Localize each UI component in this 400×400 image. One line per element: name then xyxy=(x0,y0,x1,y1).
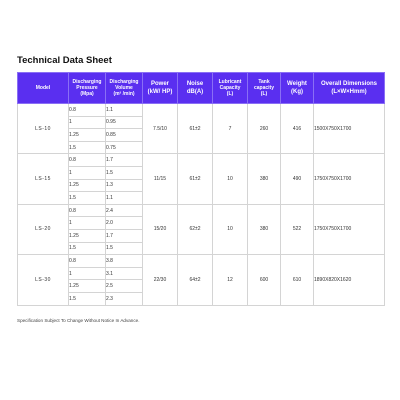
table-row xyxy=(18,204,385,217)
lubricant-cell: 10 xyxy=(213,154,248,204)
footer-note: Specification Subject To Change Without Notice In Advance. xyxy=(17,318,140,323)
header-pressure: Discharging Pressure (Mpa) xyxy=(69,73,106,104)
pressure-cell: 1 xyxy=(69,217,106,230)
pressure-cell: 0.8 xyxy=(69,104,106,117)
lubricant-cell: 12 xyxy=(213,255,248,305)
dimensions-cell: 1890X820X1620 xyxy=(314,255,385,305)
volume-cell: 0.95 xyxy=(106,116,143,129)
tank-cell: 380 xyxy=(248,154,281,204)
volume-cell: 1.7 xyxy=(106,229,143,242)
pressure-cell: 1.25 xyxy=(69,179,106,192)
pressure-cell: 1.25 xyxy=(69,280,106,293)
volume-cell: 1.1 xyxy=(106,192,143,205)
header-model: Model xyxy=(18,73,69,104)
weight-cell: 522 xyxy=(281,204,314,254)
pressure-cell: 0.8 xyxy=(69,255,106,268)
technical-data-table xyxy=(17,72,385,306)
pressure-cell: 1.25 xyxy=(69,129,106,142)
noise-cell: 62±2 xyxy=(178,204,213,254)
model-name: LS-15 xyxy=(18,154,69,204)
power-cell: 7.5/10 xyxy=(143,104,178,154)
pressure-cell: 1.25 xyxy=(69,229,106,242)
model-name: LS-20 xyxy=(18,204,69,254)
pressure-cell: 0.8 xyxy=(69,204,106,217)
header-noise: Noise dB(A) xyxy=(178,73,213,104)
dimensions-cell: 1500X750X1700 xyxy=(314,104,385,154)
table-row xyxy=(18,255,385,268)
header-power: Power (kW/ HP) xyxy=(143,73,178,104)
tank-cell: 600 xyxy=(248,255,281,305)
noise-cell: 64±2 xyxy=(178,255,213,305)
lubricant-cell: 7 xyxy=(213,104,248,154)
tank-cell: 380 xyxy=(248,204,281,254)
table-row xyxy=(18,154,385,167)
header-dimensions: Overall Dimensions (L×W×Hmm) xyxy=(314,73,385,104)
power-cell: 15/20 xyxy=(143,204,178,254)
header-tank: Tank capacity (L) xyxy=(248,73,281,104)
weight-cell: 416 xyxy=(281,104,314,154)
volume-cell: 0.85 xyxy=(106,129,143,142)
model-name: LS-10 xyxy=(18,104,69,154)
volume-cell: 2.0 xyxy=(106,217,143,230)
pressure-cell: 1.5 xyxy=(69,242,106,255)
tank-cell: 260 xyxy=(248,104,281,154)
table-row xyxy=(18,104,385,117)
volume-cell: 1.7 xyxy=(106,154,143,167)
model-name: LS-30 xyxy=(18,255,69,305)
pressure-cell: 1 xyxy=(69,267,106,280)
pressure-cell: 1.5 xyxy=(69,292,106,305)
pressure-cell: 1.5 xyxy=(69,192,106,205)
page-title: Technical Data Sheet xyxy=(17,55,112,66)
volume-cell: 3.1 xyxy=(106,267,143,280)
header-row xyxy=(18,73,385,104)
lubricant-cell: 10 xyxy=(213,204,248,254)
volume-cell: 1.5 xyxy=(106,166,143,179)
pressure-cell: 1.5 xyxy=(69,141,106,154)
header-volume: Discharging Volume (m³ /min) xyxy=(106,73,143,104)
volume-cell: 2.5 xyxy=(106,280,143,293)
power-cell: 11/15 xyxy=(143,154,178,204)
weight-cell: 610 xyxy=(281,255,314,305)
volume-cell: 2.4 xyxy=(106,204,143,217)
volume-cell: 1.5 xyxy=(106,242,143,255)
volume-cell: 3.8 xyxy=(106,255,143,268)
noise-cell: 61±2 xyxy=(178,154,213,204)
pressure-cell: 1 xyxy=(69,116,106,129)
header-lubricant: Lubricant Capacity (L) xyxy=(213,73,248,104)
header-weight: Weight (Kg) xyxy=(281,73,314,104)
weight-cell: 490 xyxy=(281,154,314,204)
noise-cell: 61±2 xyxy=(178,104,213,154)
pressure-cell: 1 xyxy=(69,166,106,179)
dimensions-cell: 1750X750X1700 xyxy=(314,204,385,254)
power-cell: 22/30 xyxy=(143,255,178,305)
pressure-cell: 0.8 xyxy=(69,154,106,167)
volume-cell: 2.3 xyxy=(106,292,143,305)
volume-cell: 1.1 xyxy=(106,104,143,117)
volume-cell: 1.3 xyxy=(106,179,143,192)
volume-cell: 0.75 xyxy=(106,141,143,154)
dimensions-cell: 1750X750X1700 xyxy=(314,154,385,204)
